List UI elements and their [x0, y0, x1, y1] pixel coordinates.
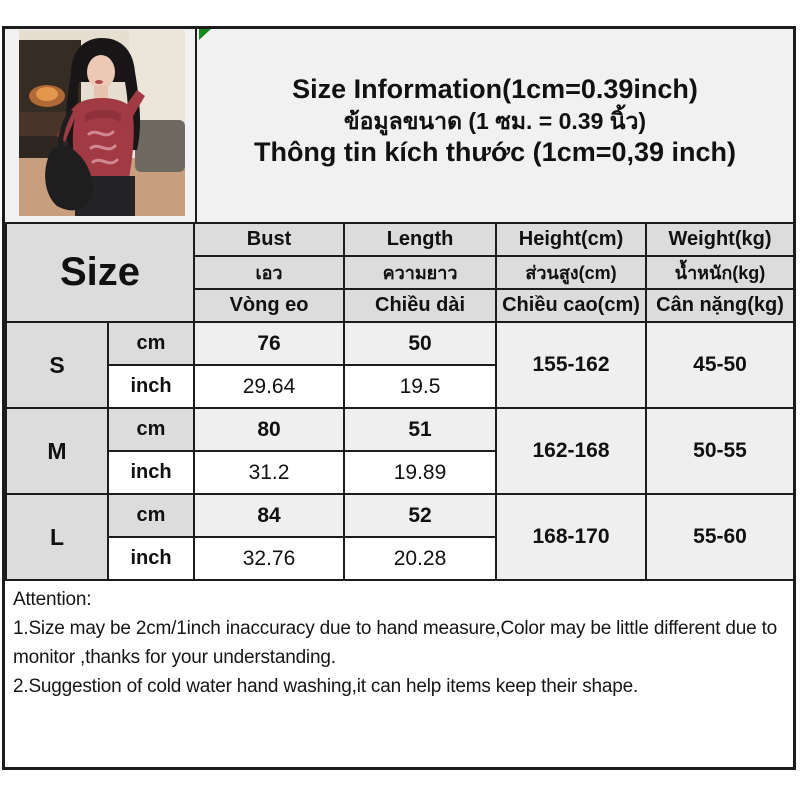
- cell-l-inch-bust: 32.76: [194, 537, 344, 580]
- cell-s-cm-bust: 76: [194, 322, 344, 365]
- size-label-s: S: [6, 322, 108, 408]
- col-header-length-th: ความยาว: [344, 256, 496, 289]
- cell-m-cm-bust: 80: [194, 408, 344, 451]
- corner-size-label: Size: [6, 223, 194, 322]
- unit-label-cm: cm: [108, 408, 194, 451]
- cell-s-cm-length: 50: [344, 322, 496, 365]
- size-table: [5, 222, 795, 581]
- cell-l-height: 168-170: [496, 494, 646, 580]
- cell-s-inch-length: 19.5: [344, 365, 496, 408]
- cell-m-height: 162-168: [496, 408, 646, 494]
- product-photo-illustration: [19, 30, 185, 216]
- col-header-bust-vi: Vòng eo: [194, 289, 344, 322]
- cell-m-cm-length: 51: [344, 408, 496, 451]
- title-thai: ข้อมูลขนาด (1 ซม. = 0.39 นิ้ว): [343, 108, 647, 135]
- col-header-height-vi: Chiều cao(cm): [496, 289, 646, 322]
- cell-m-inch-length: 19.89: [344, 451, 496, 494]
- attention-item-2: 2.Suggestion of cold water hand washing,it can help items keep their shape.: [13, 675, 639, 697]
- cell-s-weight: 45-50: [646, 322, 794, 408]
- cell-l-cm-bust: 84: [194, 494, 344, 537]
- col-header-height-en: Height(cm): [496, 223, 646, 256]
- col-header-length-en: Length: [344, 223, 496, 256]
- cell-l-weight: 55-60: [646, 494, 794, 580]
- unit-label-inch: inch: [108, 451, 194, 494]
- unit-label-cm: cm: [108, 494, 194, 537]
- col-header-bust-th: เอว: [194, 256, 344, 289]
- attention-heading: Attention:: [13, 589, 92, 610]
- product-photo-cell: [5, 29, 197, 222]
- col-header-bust-en: Bust: [194, 223, 344, 256]
- col-header-weight-th: น้ำหนัก(kg): [646, 256, 794, 289]
- unit-label-cm: cm: [108, 322, 194, 365]
- cell-l-inch-length: 20.28: [344, 537, 496, 580]
- unit-label-inch: inch: [108, 537, 194, 580]
- cell-s-height: 155-162: [496, 322, 646, 408]
- col-header-height-th: ส่วนสูง(cm): [496, 256, 646, 289]
- title-vietnamese: Thông tin kích thước (1cm=0,39 inch): [253, 136, 737, 167]
- cell-l-cm-length: 52: [344, 494, 496, 537]
- cell-s-inch-bust: 29.64: [194, 365, 344, 408]
- col-header-weight-en: Weight(kg): [646, 223, 794, 256]
- cell-m-inch-bust: 31.2: [194, 451, 344, 494]
- size-label-l: L: [6, 494, 108, 580]
- col-header-weight-vi: Cân nặng(kg): [646, 289, 794, 322]
- title-block: [197, 29, 793, 222]
- title-english: Size Information(1cm=0.39inch): [292, 74, 698, 105]
- top-section: [5, 29, 793, 222]
- col-header-length-vi: Chiều dài: [344, 289, 496, 322]
- unit-label-inch: inch: [108, 365, 194, 408]
- cell-m-weight: 50-55: [646, 408, 794, 494]
- attention-section: [5, 581, 793, 707]
- size-chart-panel: [2, 26, 796, 770]
- size-label-m: M: [6, 408, 108, 494]
- product-photo: [19, 30, 185, 216]
- attention-item-1: 1.Size may be 2cm/1inch inaccuracy due to hand measure,Color may be little different due to monitor ,thanks for your understanding.: [13, 617, 778, 668]
